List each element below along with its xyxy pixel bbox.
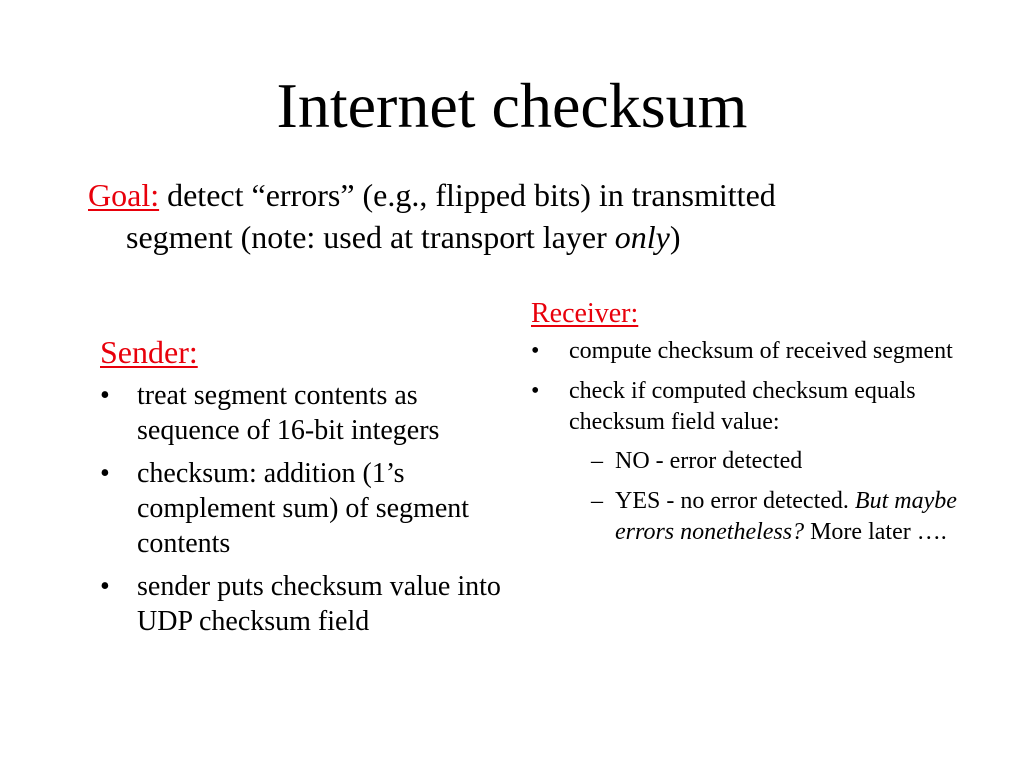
goal-line-2	[88, 216, 968, 258]
receiver-heading: Receiver:	[531, 298, 639, 329]
sub-item-text: YES - no error detected.	[615, 488, 855, 514]
receiver-bullet-text: compute checksum of received segment	[569, 338, 953, 364]
goal-text-line-1: detect “errors” (e.g., flipped bits) in transmitted	[159, 177, 776, 213]
bullet-icon: •	[531, 338, 540, 364]
sub-item-emphasis: But maybe errors nonetheless?	[615, 488, 957, 545]
receiver-bullet-list	[531, 336, 971, 548]
sub-item-after: More later ….	[804, 519, 947, 545]
receiver-bullet-item	[531, 336, 971, 367]
slide-title: Internet checksum	[276, 70, 748, 141]
sender-bullet-text: treat segment contents as sequence of 16-bit integers	[137, 380, 440, 446]
sender-bullet-item	[100, 378, 510, 448]
bullet-icon: •	[100, 380, 110, 411]
sender-bullet-text: checksum: addition (1’s complement sum) of segment contents	[137, 458, 470, 559]
receiver-sub-item-yes	[569, 486, 971, 548]
bullet-icon: •	[100, 571, 110, 602]
sender-bullet-item	[100, 456, 510, 561]
sender-bullet-item	[100, 569, 510, 639]
goal-text-line-2: segment (note: used at transport layer	[126, 219, 615, 255]
sender-heading: Sender:	[100, 334, 198, 370]
dash-icon: –	[591, 488, 603, 514]
dash-icon: –	[591, 448, 603, 474]
bullet-icon: •	[100, 458, 110, 489]
bullet-icon: •	[531, 378, 540, 404]
receiver-sub-item-no	[569, 446, 971, 477]
goal-statement	[88, 174, 968, 258]
goal-text-close: )	[669, 219, 681, 255]
sender-column	[100, 332, 510, 647]
goal-label: Goal:	[88, 177, 160, 213]
receiver-bullet-text: check if computed checksum equals checksum field value:	[569, 378, 916, 435]
receiver-sub-list	[569, 446, 971, 548]
receiver-column	[531, 296, 971, 557]
receiver-bullet-item	[531, 376, 971, 548]
sender-bullet-text: sender puts checksum value into UDP checksum field	[137, 571, 501, 637]
sub-item-text: NO - error detected	[615, 448, 803, 474]
goal-emphasis: only	[614, 219, 670, 255]
goal-line-1	[88, 174, 968, 216]
sender-bullet-list	[100, 378, 510, 639]
